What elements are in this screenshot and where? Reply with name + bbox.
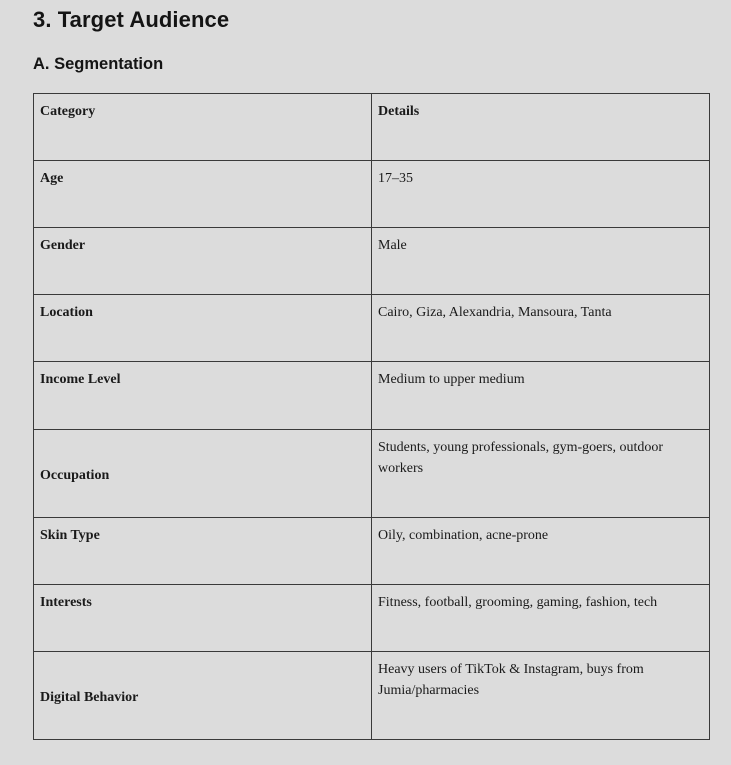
row-category: Location — [34, 295, 372, 362]
table-row — [34, 585, 710, 652]
table-row — [34, 228, 710, 295]
row-category: Digital Behavior — [34, 652, 372, 740]
segmentation-table — [33, 93, 710, 740]
row-details: Students, young professionals, gym-goers, outdoor workers — [372, 430, 710, 518]
row-details: Fitness, football, grooming, gaming, fashion, tech — [372, 585, 710, 652]
table-row — [34, 295, 710, 362]
row-details: Heavy users of TikTok & Instagram, buys from Jumia/pharmacies — [372, 652, 710, 740]
row-category: Interests — [34, 585, 372, 652]
table-row — [34, 362, 710, 430]
row-details: Oily, combination, acne-prone — [372, 518, 710, 585]
header-details: Details — [372, 94, 710, 161]
subsection-title: A. Segmentation — [33, 55, 164, 73]
row-category: Income Level — [34, 362, 372, 430]
row-category: Gender — [34, 228, 372, 295]
row-details: Medium to upper medium — [372, 362, 710, 430]
table-row — [34, 652, 710, 740]
table-header-row — [34, 94, 710, 161]
header-category: Category — [34, 94, 372, 161]
table-row — [34, 161, 710, 228]
row-details: 17–35 — [372, 161, 710, 228]
row-category: Occupation — [34, 430, 372, 518]
table-row — [34, 518, 710, 585]
table-row — [34, 430, 710, 518]
section-title: 3. Target Audience — [33, 7, 230, 32]
row-details: Male — [372, 228, 710, 295]
row-category: Skin Type — [34, 518, 372, 585]
row-details: Cairo, Giza, Alexandria, Mansoura, Tanta — [372, 295, 710, 362]
row-category: Age — [34, 161, 372, 228]
